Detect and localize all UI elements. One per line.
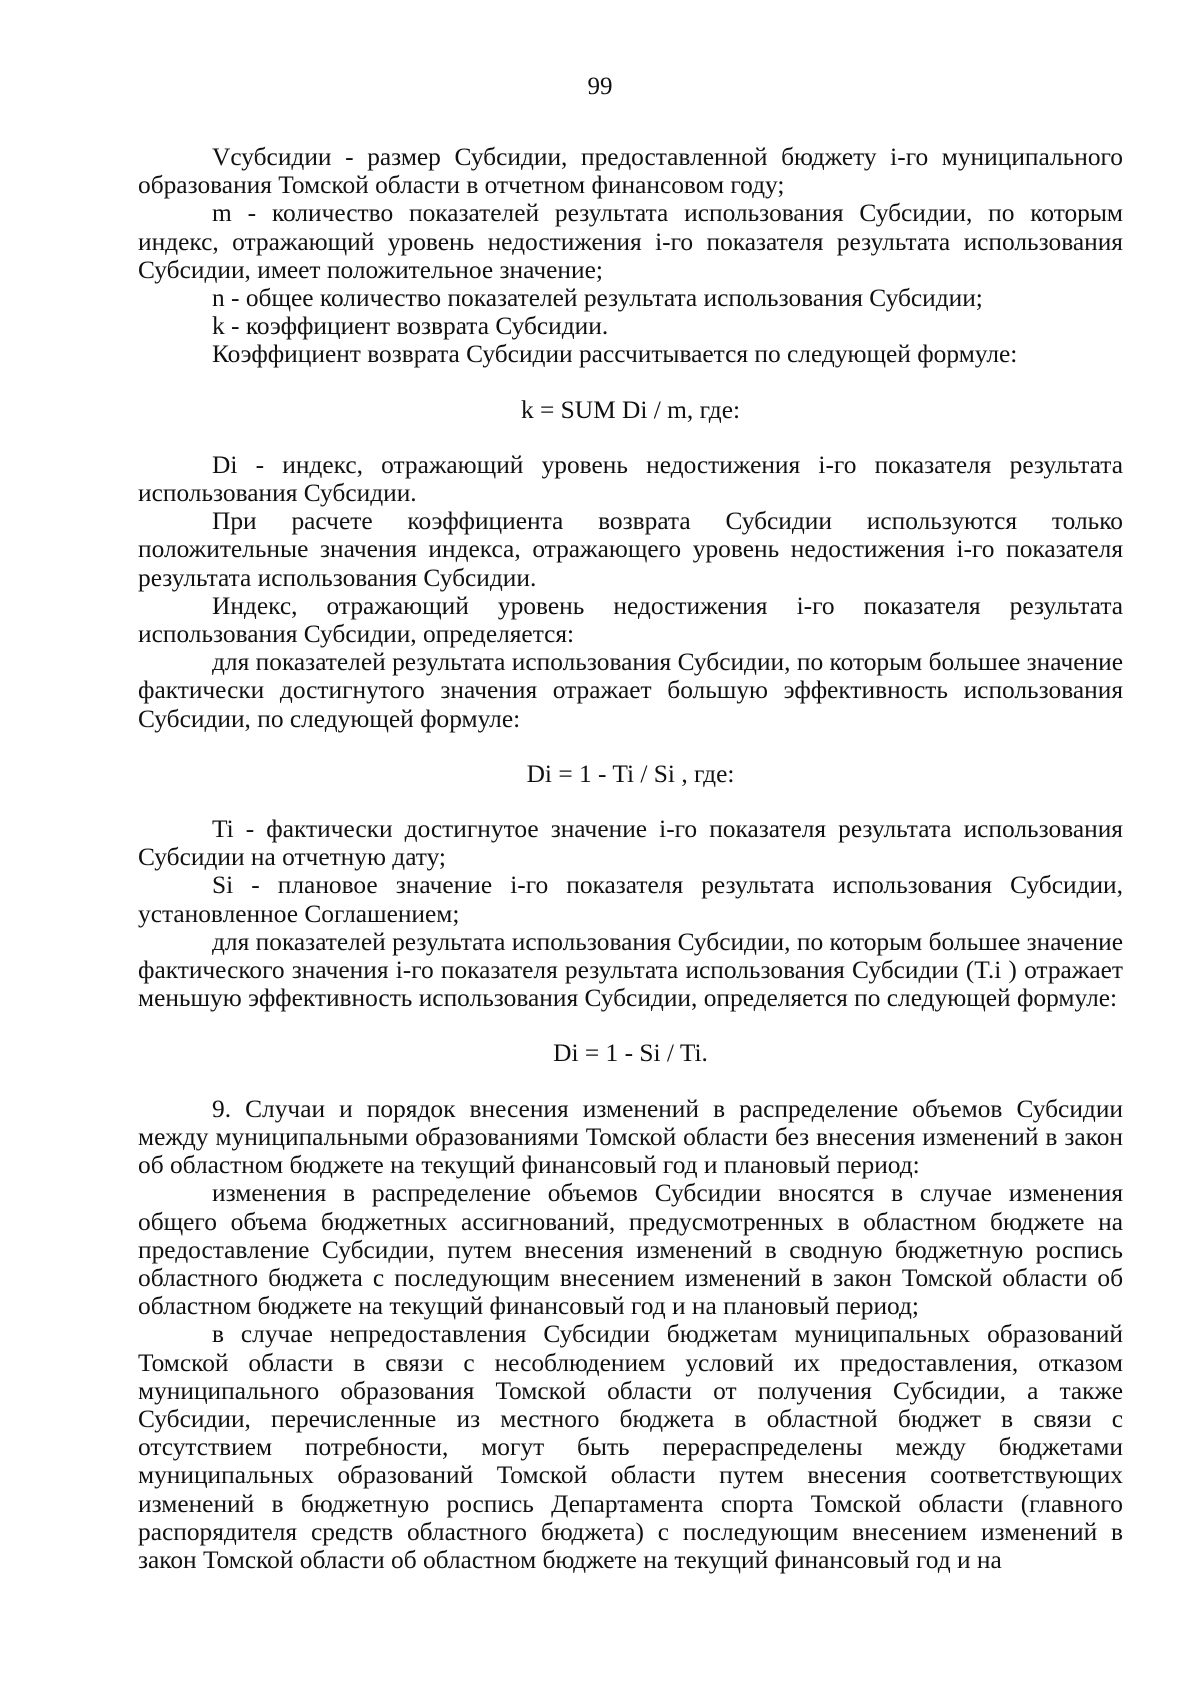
formula-di-si-ti: Di = 1 - Si / Ti. [553, 1039, 708, 1068]
paragraph-greater-value-greater-efficiency: для показателей результата использования Субсидии, по которым большее значение фактически достигнутого значения отражает большую эффективность использования Субсидии, по следующей формуле: [138, 648, 1123, 733]
paragraph-si-definition: Si - плановое значение i-го показателя результата использования Субсидии, установленное Соглашением; [138, 871, 1123, 928]
paragraph-n-definition: n - общее количество показателей результата использования Субсидии; [212, 284, 983, 313]
paragraph-m-definition: m - количество показателей результата использования Субсидии, по которым индекс, отражающий уровень недостижения i-го показателя результата использования Субсидии, имеет положительное значение; [138, 199, 1123, 284]
paragraph-k-definition: k - коэффициент возврата Субсидии. [212, 312, 609, 341]
paragraph-index-determined: Индекс, отражающий уровень недостижения i-го показателя результата использования Субсидии, определяется: [138, 591, 1123, 649]
paragraph-greater-value-lesser-efficiency: для показателей результата использования Субсидии, по которым большее значение фактического значения i-го показателя результата использования Субсидии (T.i ) отражает меньшую эффективность использования Субсидии, определяется по следующей формуле: [138, 927, 1123, 1013]
paragraph-ti-definition: Ti - фактически достигнутое значение i-го показателя результата использования Субсидии на отчетную дату; [138, 815, 1123, 872]
formula-di-ti-si: Di = 1 - Ti / Si , где: [526, 759, 735, 788]
document-body [138, 143, 1123, 1574]
page-number: 99 [587, 73, 613, 100]
paragraph-di-definition: Di - индекс, отражающий уровень недостижения i-го показателя результата использования Субсидии. [138, 450, 1123, 508]
paragraph-redistribution: в случае непредоставления Субсидии бюджетам муниципальных образований Томской области в связи с несоблюдением условий их предоставления, отказом муниципального образования Томской области от получения Субсидии, а также Субсидии, перечисленные из местного бюджета в областной бюджет в связи с отсутствием потребности, могут быть перераспределены между бюджетами муниципальных образований Томской области путем внесения соответствующих изменений в бюджетную роспись Департамента спорта Томской области (главного распорядителя средств областного бюджета) с последующим внесением изменений в закон Томской области об областном бюджете на текущий финансовый год и на [138, 1320, 1123, 1574]
paragraph-positive-values: При расчете коэффициента возврата Субсидии используются только положительные значения индекса, отражающего уровень недостижения i-го показателя результата использования Субсидии. [138, 507, 1123, 592]
formula-k: k = SUM Di / m, где: [520, 395, 741, 424]
paragraph-changes-in-distribution: изменения в распределение объемов Субсидии вносятся в случае изменения общего объема бюджетных ассигнований, предусмотренных в областном бюджете на предоставление Субсидии, путем внесения изменений в сводную бюджетную роспись областного бюджета с последующим внесением изменений в закон Томской области об областном бюджете на текущий финансовый год и на плановый период; [138, 1179, 1123, 1321]
paragraph-v-subsidy-definition: Vсубсидии - размер Субсидии, предоставленной бюджету i-го муниципального образования Томской области в отчетном финансовом году; [138, 143, 1123, 200]
paragraph-k-formula-intro: Коэффициент возврата Субсидии рассчитывается по следующей формуле: [212, 340, 1018, 369]
paragraph-section-9: 9. Случаи и порядок внесения изменений в распределение объемов Субсидии между муниципальными образованиями Томской области без внесения изменений в закон об областном бюджете на текущий финансовый год и плановый период: [138, 1094, 1123, 1180]
